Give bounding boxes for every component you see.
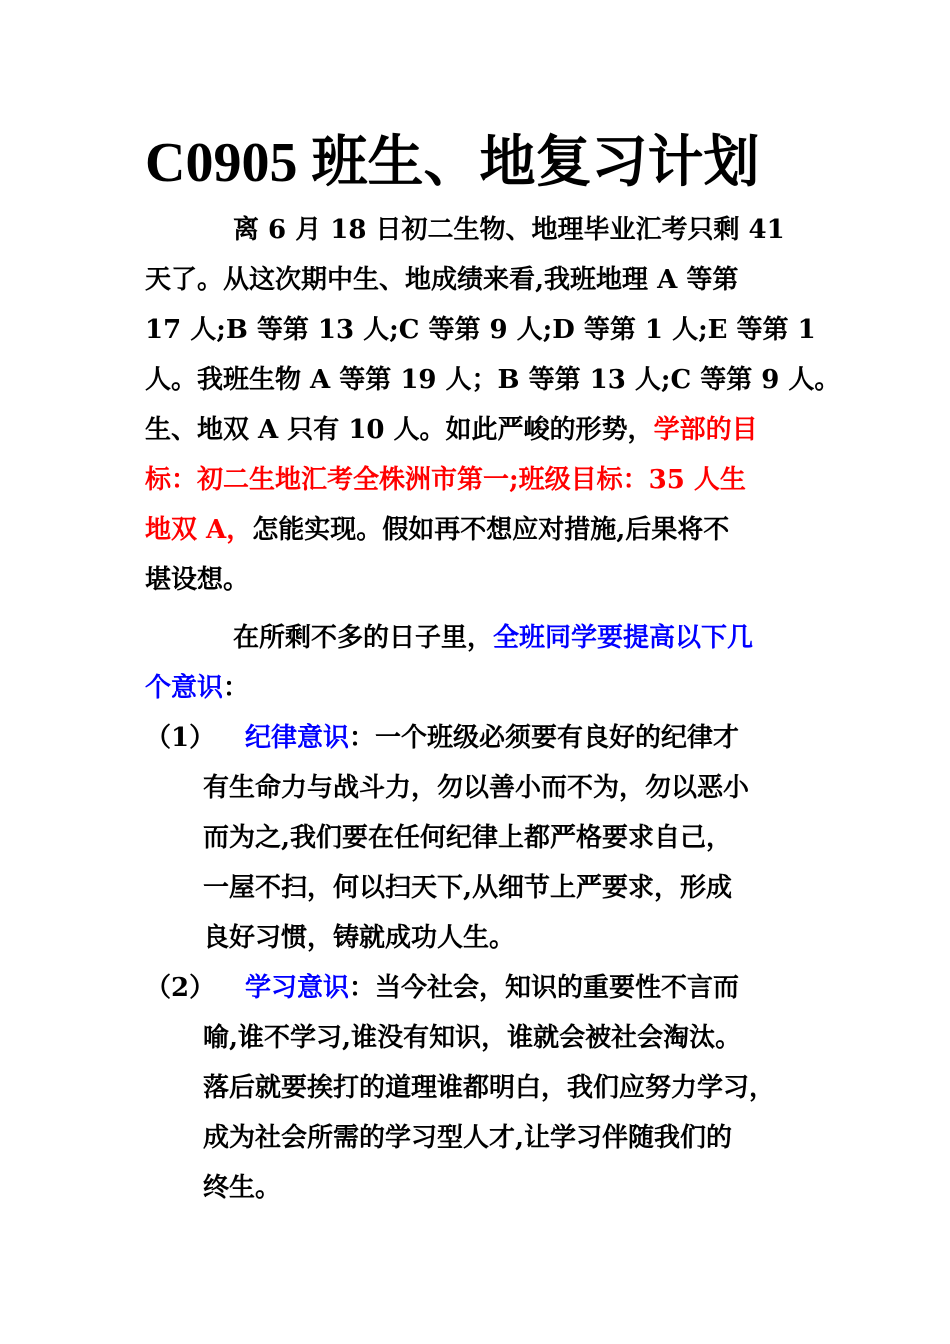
page-title: C0905 班生、地复习计划 xyxy=(145,132,760,194)
item-line: 落后就要挨打的道理谁都明白，我们应努力学习， xyxy=(203,1073,776,1103)
target-highlight: 学部的目 xyxy=(653,415,758,445)
item-heading: 学习意识 xyxy=(245,973,350,1003)
paragraph-awareness-intro xyxy=(145,613,820,713)
item-line: 终生。 xyxy=(203,1173,282,1203)
awareness-item-study xyxy=(145,963,820,1213)
document-body xyxy=(145,205,841,1213)
item-number: （1） xyxy=(145,723,216,753)
text-line: 堪设想。 xyxy=(145,565,250,595)
text-line xyxy=(145,405,820,455)
blue-highlight: 全班同学要提高以下几 xyxy=(493,623,754,653)
target-highlight: 地双 A， xyxy=(145,515,253,545)
item-line: 良好习惯，铸就成功人生。 xyxy=(203,923,516,953)
item-line: 喻,谁不学习,谁没有知识，谁就会被社会淘汰。 xyxy=(203,1023,742,1053)
text-segment: 怎能实现。假如再不想应对措施,后果将不 xyxy=(252,515,730,545)
text-segment: 生、地双 A 只有 10 人。如此严峻的形势， xyxy=(145,415,654,445)
text-line xyxy=(145,613,820,663)
text-line: 天了。从这次期中生、地成绩来看,我班地理 A 等第 xyxy=(145,265,739,295)
text-line xyxy=(145,663,820,713)
item-number: （2） xyxy=(145,973,216,1003)
item-colon: ： xyxy=(349,723,376,753)
item-first-line xyxy=(145,713,820,763)
text-line: 人。我班生物 A 等第 19 人；B 等第 13 人;C 等第 9 人。 xyxy=(145,365,841,395)
blue-highlight: 个意识 xyxy=(145,673,224,703)
text-line xyxy=(145,505,820,555)
item-first-line xyxy=(145,963,820,1013)
text-line: 17 人;B 等第 13 人;C 等第 9 人;D 等第 1 人;E 等第 1 xyxy=(145,315,816,345)
item-heading: 纪律意识 xyxy=(245,723,350,753)
item-line: 有生命力与战斗力，勿以善小而不为，勿以恶小 xyxy=(203,773,750,803)
paragraph-situation xyxy=(145,205,841,605)
text-segment: 在所剩不多的日子里， xyxy=(233,623,494,653)
item-line: 一屋不扫，何以扫天下,从细节上严要求，形成 xyxy=(203,873,733,903)
awareness-item-discipline xyxy=(145,713,820,963)
text-line: 离 6 月 18 日初二生物、地理毕业汇考只剩 41 xyxy=(233,215,785,245)
item-text: 一个班级必须要有良好的纪律才 xyxy=(375,723,740,753)
item-text: 当今社会，知识的重要性不言而 xyxy=(375,973,740,1003)
item-colon: ： xyxy=(349,973,376,1003)
item-line: 成为社会所需的学习型人才,让学习伴随我们的 xyxy=(203,1123,733,1153)
target-highlight: 标：初二生地汇考全株洲市第一;班级目标：35 人生 xyxy=(145,465,746,495)
item-line: 而为之,我们要在任何纪律上都严格要求自己， xyxy=(203,823,733,853)
text-segment: ： xyxy=(223,673,250,703)
